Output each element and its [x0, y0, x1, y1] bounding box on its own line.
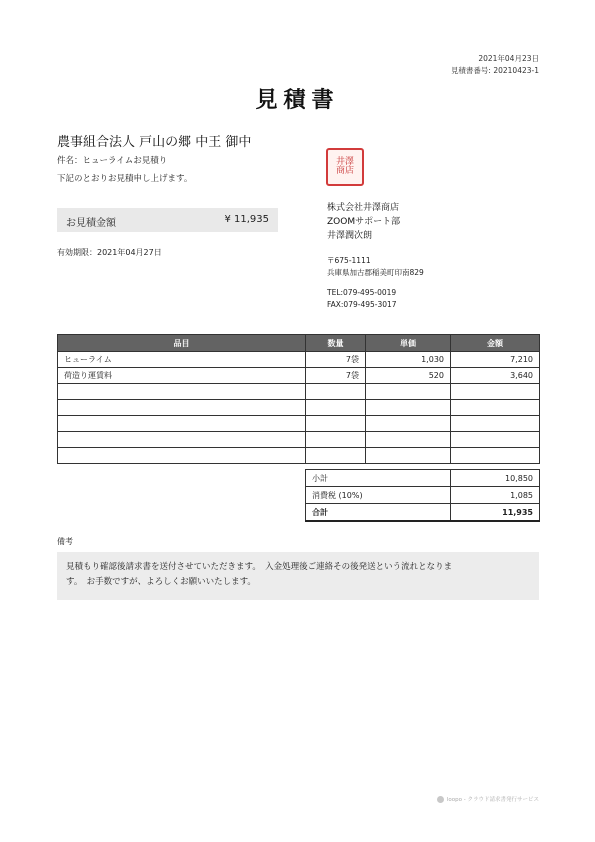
header-item: 品目	[58, 335, 306, 352]
cell-item	[58, 416, 306, 432]
table-row	[58, 400, 540, 416]
cell-item	[58, 432, 306, 448]
cell-unit-price	[366, 432, 451, 448]
subject-line: 件名：ヒューライムお見積り	[57, 156, 168, 166]
notes-box	[57, 552, 539, 600]
issuer-company: 株式会社井澤商店	[327, 203, 400, 213]
issuer-tel: TEL:079-495-0019	[327, 288, 397, 297]
cell-amount	[451, 384, 540, 400]
cell-amount	[451, 400, 540, 416]
items-table	[57, 334, 540, 464]
issuer-department: ZOOMサポート部	[327, 217, 401, 227]
document-number: 見積書番号: 20210423-1	[450, 66, 539, 75]
cell-quantity: 7袋	[306, 368, 366, 384]
subtotal-row	[306, 470, 540, 487]
issue-date: 2021年04月23日	[478, 54, 539, 63]
cell-amount: 3,640	[451, 368, 540, 384]
logo-icon	[437, 796, 444, 803]
subtotal-value: 10,850	[451, 470, 540, 487]
cell-unit-price: 520	[366, 368, 451, 384]
issuer-person: 井澤潤次朗	[327, 231, 373, 241]
footer-logo	[437, 795, 539, 803]
recipient-name: 農事組合法人 戸山の郷 中王 御中	[57, 135, 252, 150]
cell-quantity	[306, 448, 366, 464]
cell-amount: 7,210	[451, 352, 540, 368]
cell-quantity	[306, 384, 366, 400]
header-unit-price: 単価	[366, 335, 451, 352]
footer-logo-text: loopo - クラウド請求書発行サービス	[446, 797, 539, 803]
tax-value: 1,085	[451, 487, 540, 504]
cell-quantity	[306, 416, 366, 432]
cell-amount	[451, 432, 540, 448]
cell-unit-price	[366, 416, 451, 432]
estimate-total-amount: ¥ 11,935	[224, 214, 269, 225]
cell-unit-price: 1,030	[366, 352, 451, 368]
total-label: 合計	[306, 504, 451, 522]
cell-item: ヒューライム	[58, 352, 306, 368]
table-row	[58, 448, 540, 464]
table-row	[58, 384, 540, 400]
tax-row	[306, 487, 540, 504]
total-value: 11,935	[451, 504, 540, 522]
cell-item	[58, 400, 306, 416]
header-quantity: 数量	[306, 335, 366, 352]
total-row	[306, 504, 540, 522]
cell-unit-price	[366, 384, 451, 400]
notes-label: 備考	[57, 537, 73, 546]
subtotal-label: 小計	[306, 470, 451, 487]
company-seal-icon	[326, 148, 364, 186]
cell-amount	[451, 416, 540, 432]
header-amount: 金額	[451, 335, 540, 352]
cell-item	[58, 448, 306, 464]
cell-quantity	[306, 400, 366, 416]
table-row	[58, 432, 540, 448]
estimate-total-box	[57, 208, 278, 232]
issuer-fax: FAX:079-495-3017	[327, 300, 397, 309]
notes-line-2: す。 お手数ですが、よろしくお願いいたします。	[66, 577, 256, 587]
document-title: 見積書	[255, 88, 340, 113]
issuer-address: 兵庫県加古郡稲美町印南829	[327, 268, 424, 277]
table-row	[58, 416, 540, 432]
issuer-zip: 〒675-1111	[327, 256, 371, 265]
cell-quantity	[306, 432, 366, 448]
cell-amount	[451, 448, 540, 464]
cell-item: 荷造り運賃料	[58, 368, 306, 384]
cell-item	[58, 384, 306, 400]
seal-text: 井澤商店	[335, 157, 354, 176]
table-header-row	[58, 335, 540, 352]
tax-label: 消費税 (10%)	[306, 487, 451, 504]
cell-unit-price	[366, 400, 451, 416]
summary-table	[305, 469, 540, 522]
cell-quantity: 7袋	[306, 352, 366, 368]
table-row	[58, 368, 540, 384]
notes-line-1: 見積もり確認後請求書を送付させていただきます。 入金処理後ご連絡その後発送という流れとなりま	[66, 562, 453, 572]
validity-date: 有効期限：2021年04月27日	[57, 248, 162, 257]
cell-unit-price	[366, 448, 451, 464]
estimate-total-label: お見積金額	[66, 218, 116, 229]
intro-text: 下記のとおりお見積申し上げます。	[57, 174, 193, 184]
table-row	[58, 352, 540, 368]
